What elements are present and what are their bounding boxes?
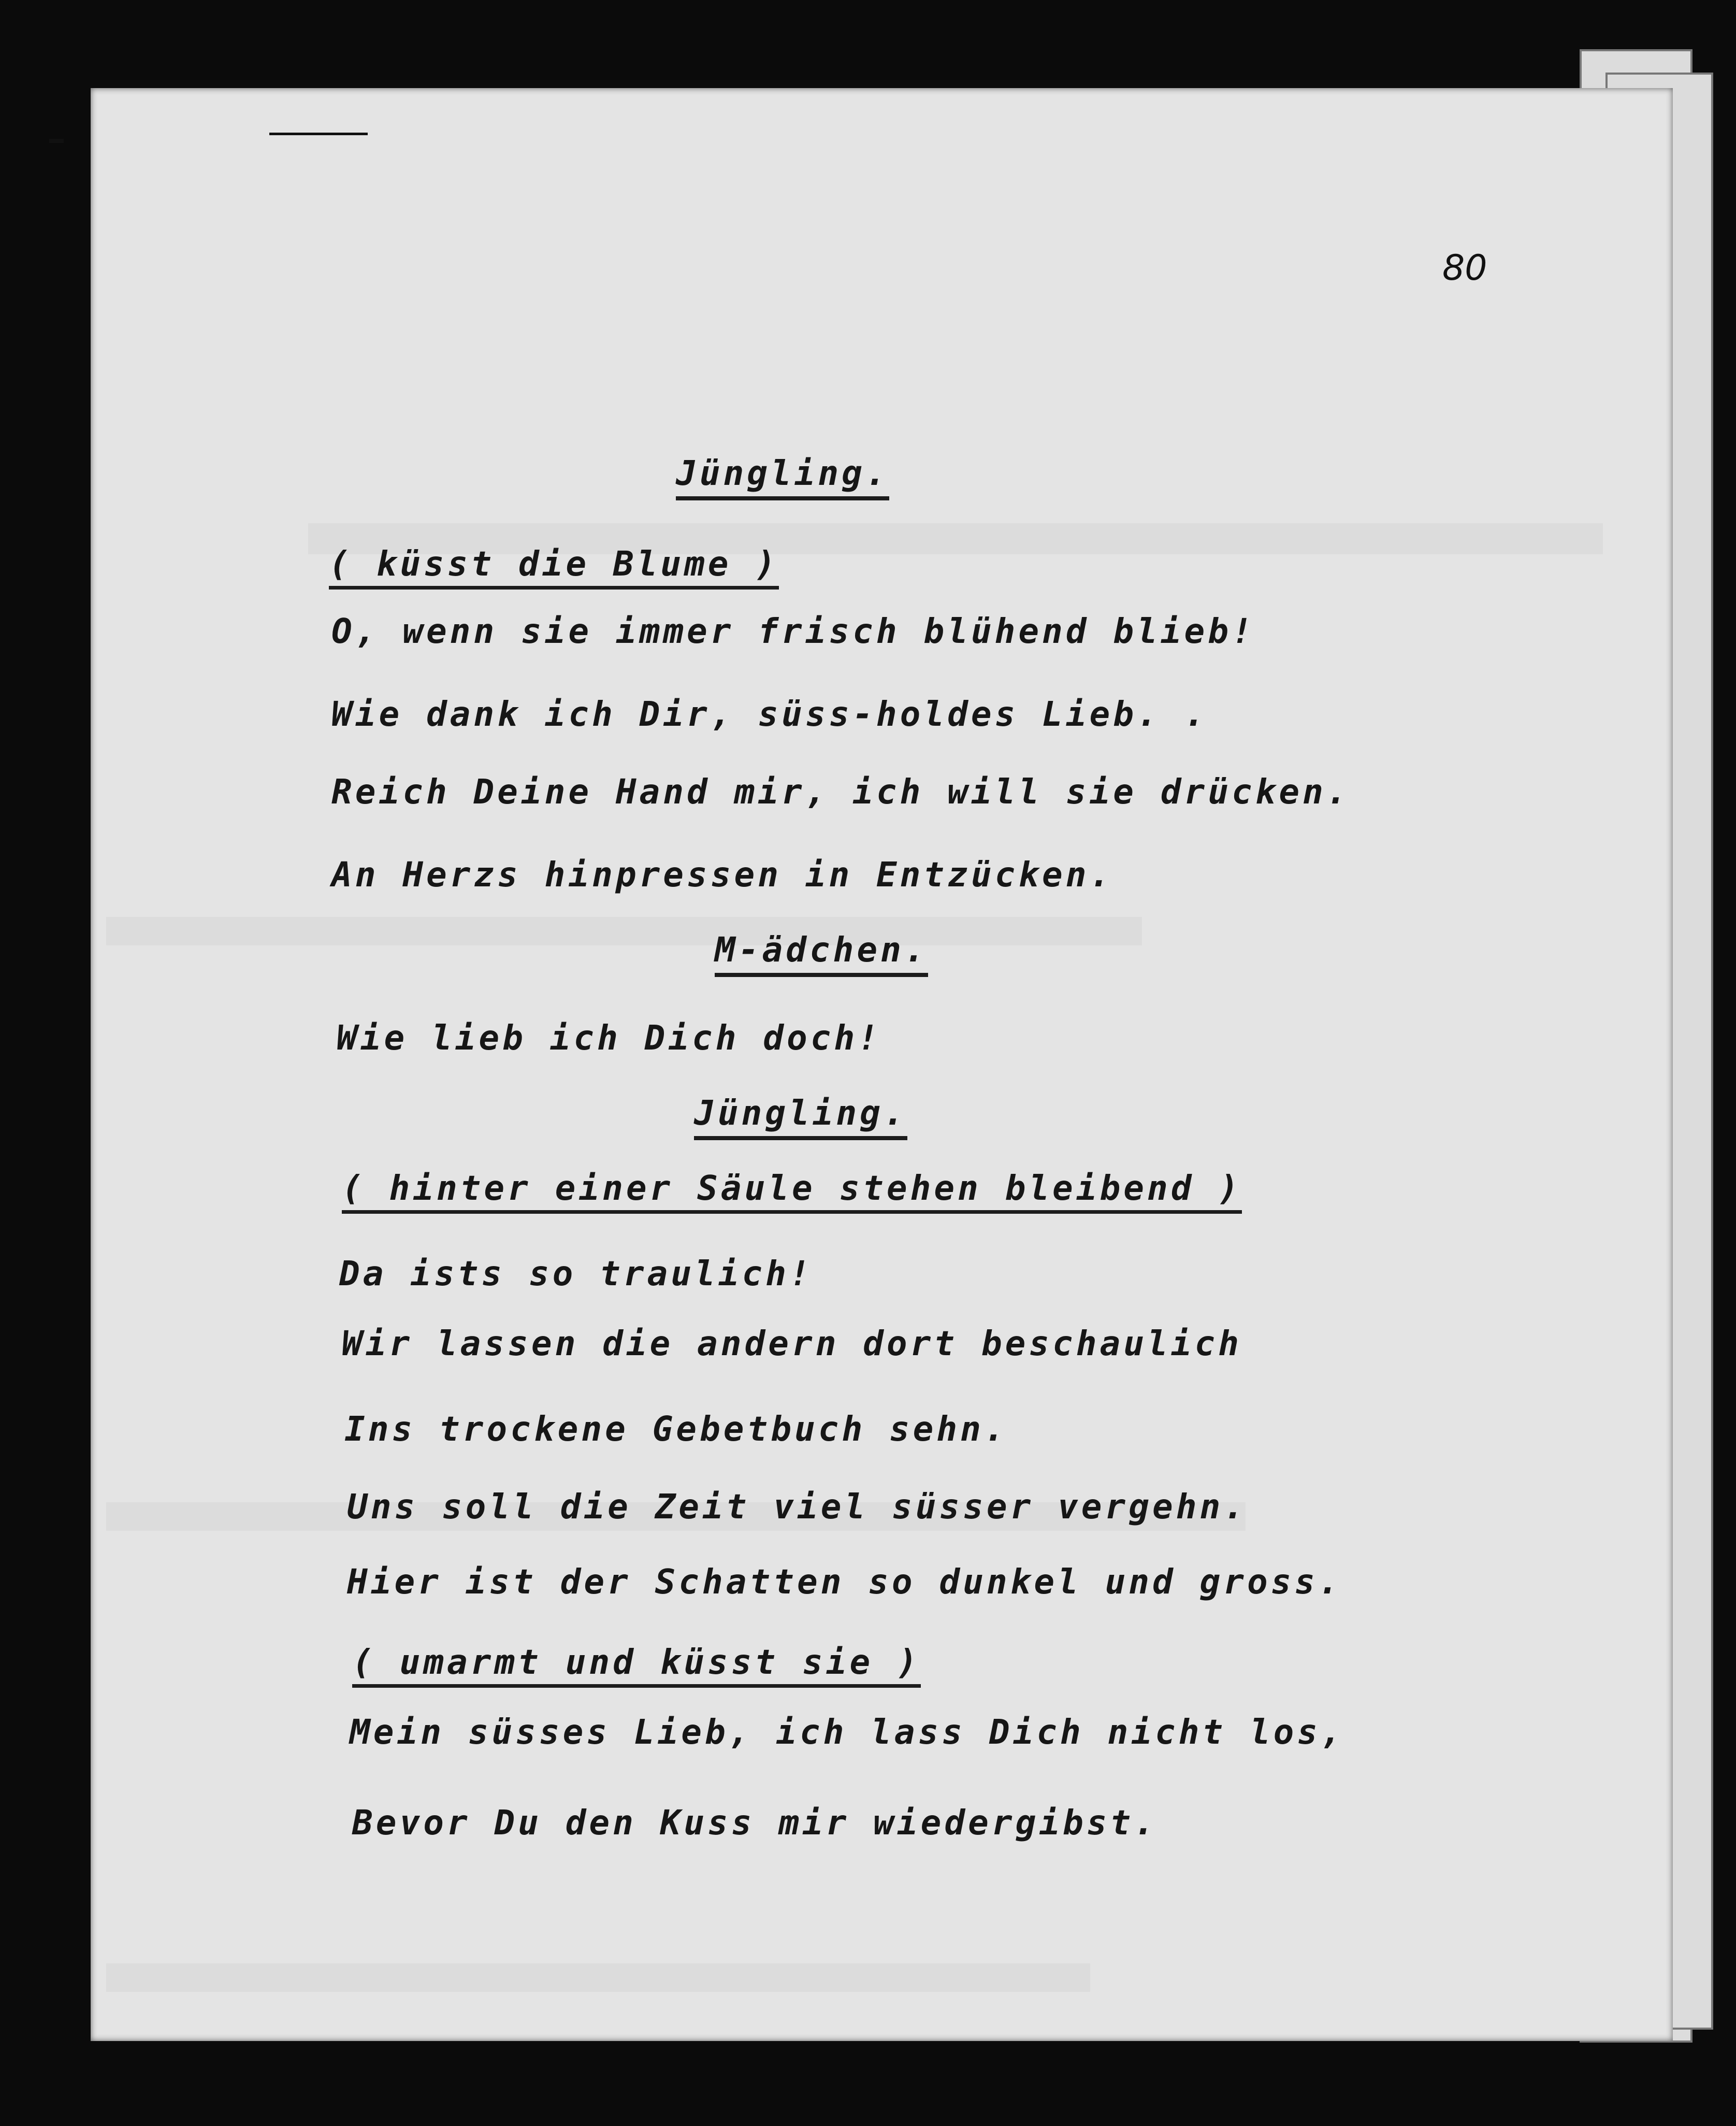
verse-line: Mein süsses Lieb, ich lass Dich nicht los, bbox=[350, 1712, 1344, 1752]
speaker-heading: M-ädchen. bbox=[715, 930, 928, 977]
stage-direction: ( umarmt und küsst sie ) bbox=[352, 1642, 921, 1688]
verse-line: Wie dank ich Dir, süss-holdes Lieb. . bbox=[331, 694, 1208, 734]
show-through-ghost bbox=[106, 1963, 1090, 1992]
page-number: 80 bbox=[1442, 248, 1487, 289]
verse-line: Hier ist der Schatten so dunkel und gross. bbox=[347, 1562, 1342, 1602]
verse-line: Uns soll die Zeit viel süsser vergehn. bbox=[347, 1487, 1247, 1527]
edge-mark bbox=[49, 139, 64, 143]
verse-line: Wir lassen die andern dort beschaulich bbox=[342, 1324, 1242, 1363]
verse-line: Ins trockene Gebetbuch sehn. bbox=[344, 1409, 1008, 1449]
speaker-heading: Jüngling. bbox=[676, 453, 889, 500]
verse-line: Reich Deine Hand mir, ich will sie drücken. bbox=[331, 772, 1350, 812]
verse-line: Da ists so traulich! bbox=[339, 1254, 813, 1294]
verse-line: Bevor Du den Kuss mir wiedergibst. bbox=[352, 1803, 1158, 1843]
verse-line: Wie lieb ich Dich doch! bbox=[337, 1018, 881, 1058]
show-through-ghost bbox=[106, 917, 1142, 945]
verse-line: An Herzs hinpressen in Entzücken. bbox=[331, 855, 1113, 895]
speaker-heading: Jüngling. bbox=[694, 1093, 907, 1140]
stage-direction: ( küsst die Blume ) bbox=[329, 544, 779, 590]
stage-direction: ( hinter einer Säule stehen bleibend ) bbox=[342, 1168, 1242, 1214]
edge-mark bbox=[269, 133, 368, 135]
verse-line: O, wenn sie immer frisch blühend blieb! bbox=[331, 611, 1255, 651]
